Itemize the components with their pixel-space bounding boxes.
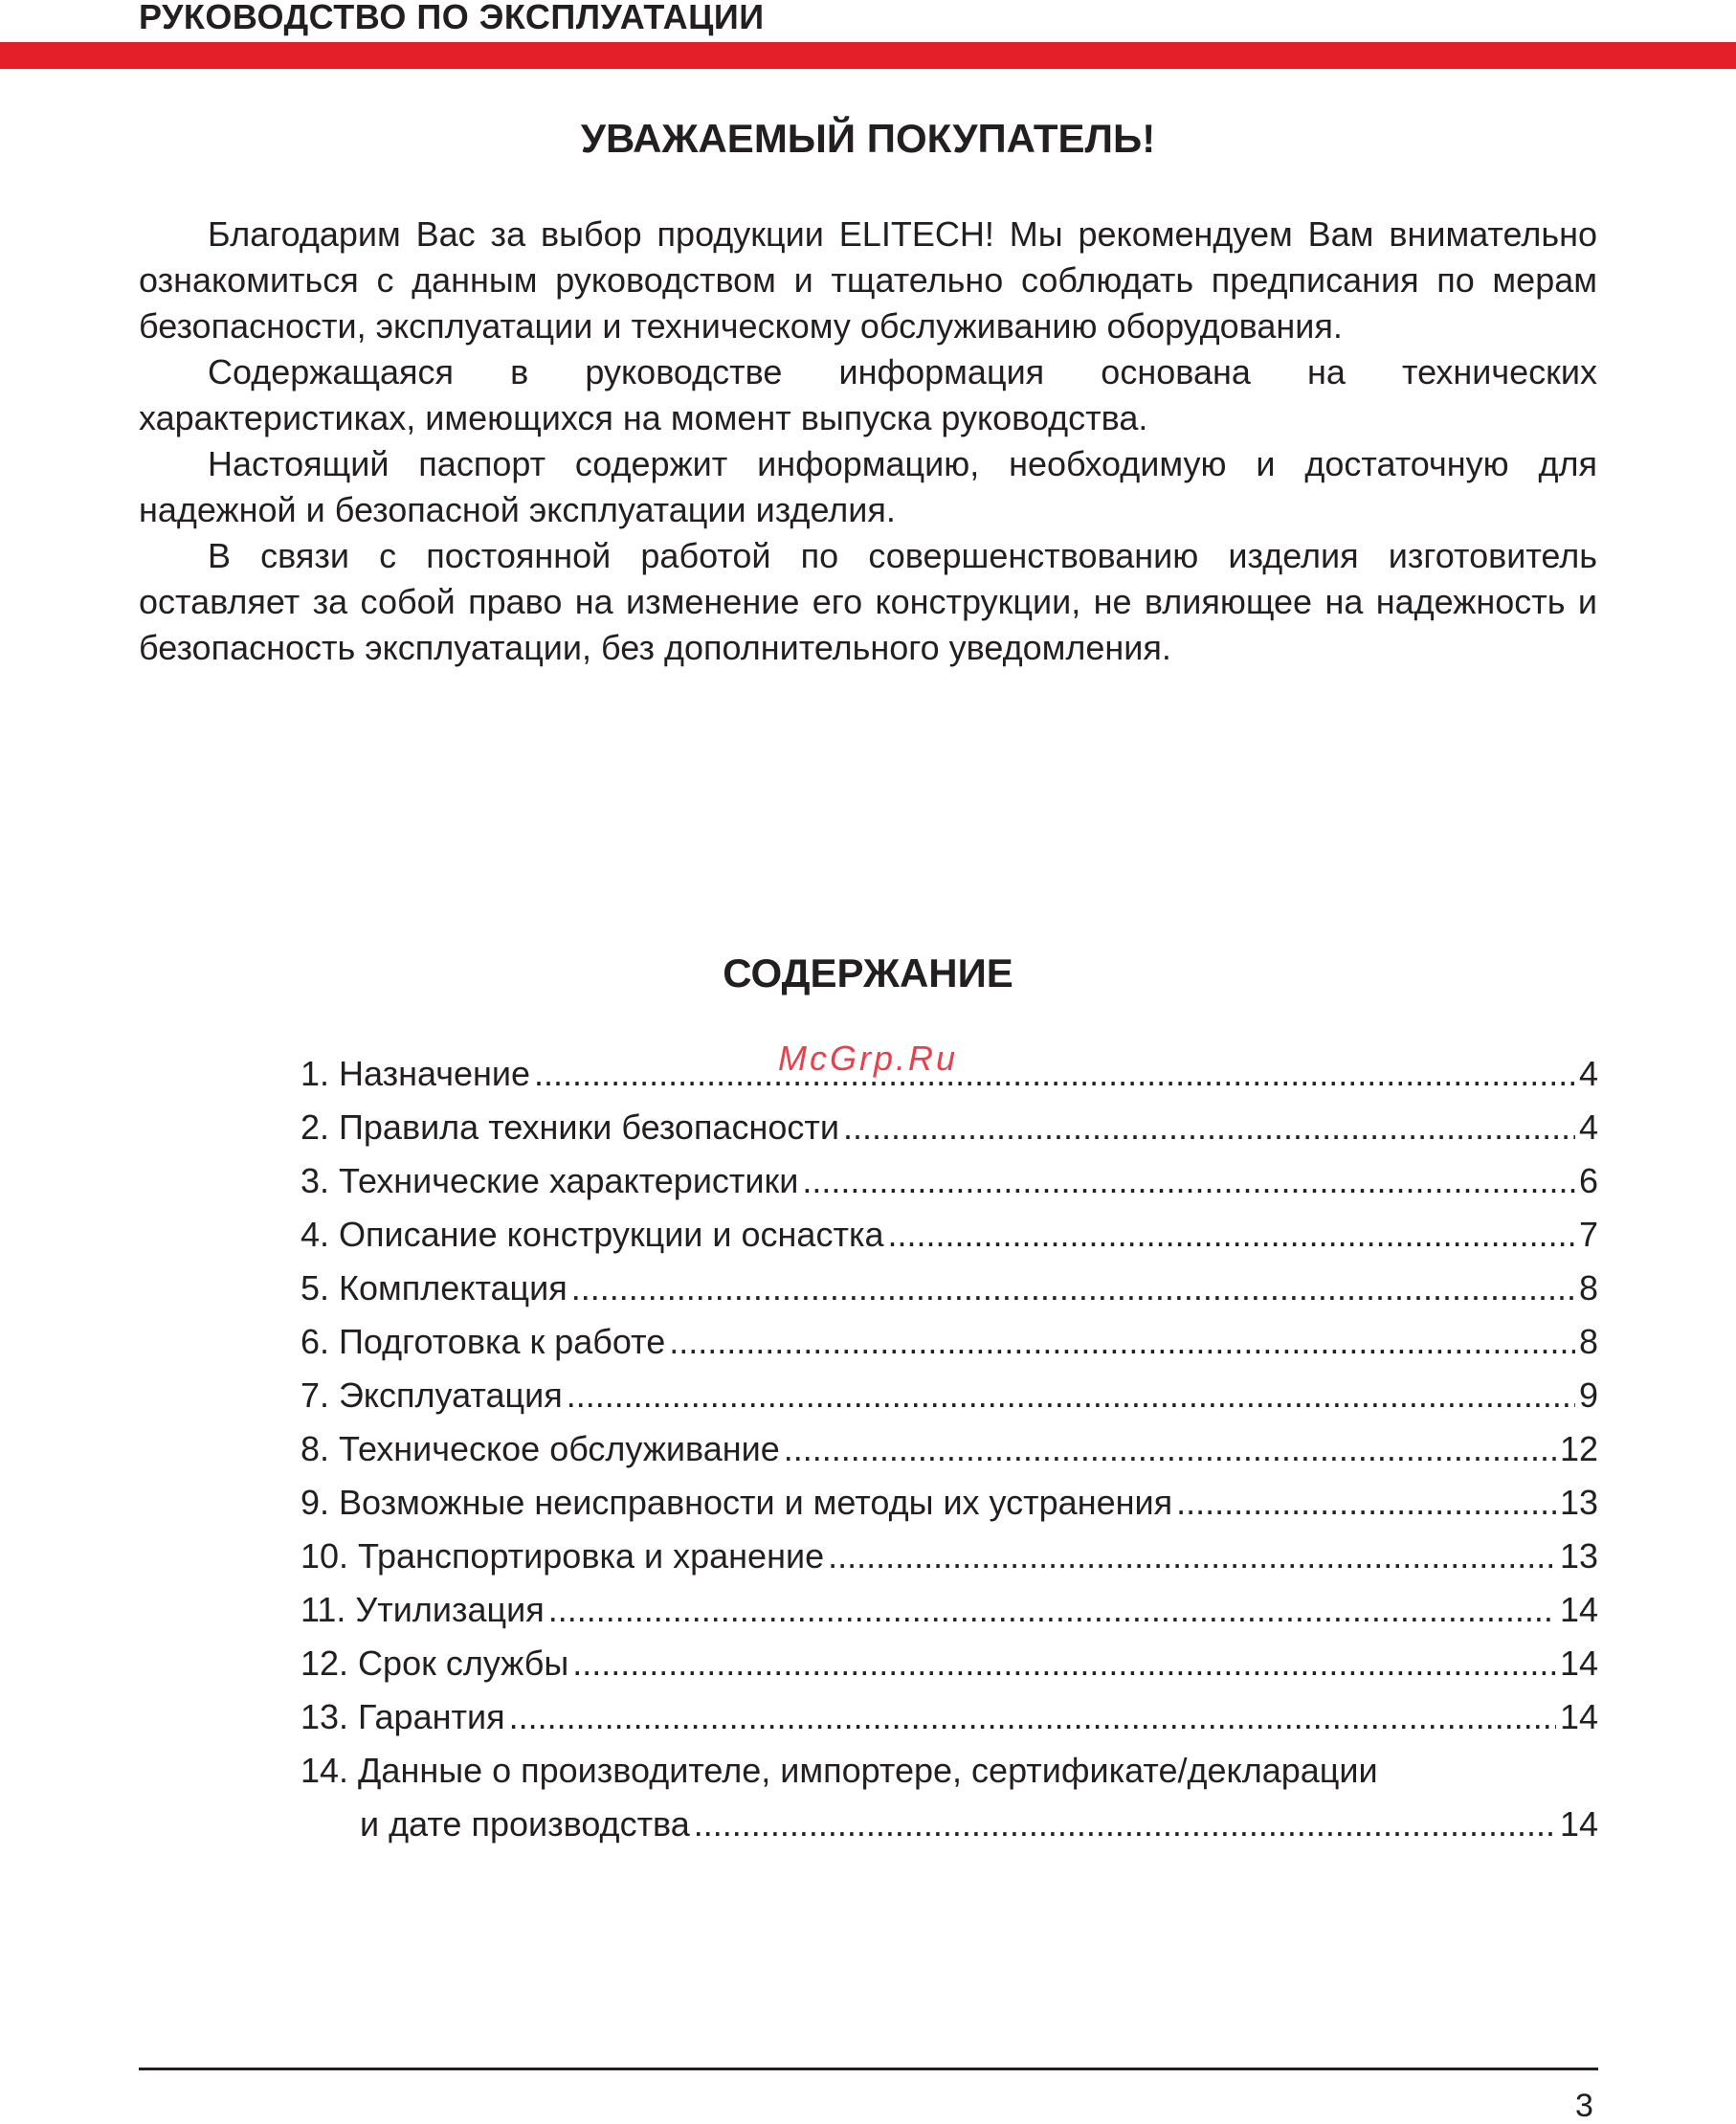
toc-item[interactable] bbox=[300, 1533, 1598, 1587]
watermark-text: McGrp.Ru bbox=[778, 1039, 959, 1078]
toc-leader-dots bbox=[548, 1587, 1556, 1633]
toc-item-label: 11. Утилизация bbox=[300, 1590, 545, 1629]
toc-item[interactable] bbox=[300, 1373, 1598, 1426]
toc-title: СОДЕРЖАНИЕ bbox=[723, 950, 1013, 995]
toc-item-label: 6. Подготовка к работе bbox=[300, 1322, 666, 1361]
toc-item-page: 12 bbox=[1559, 1429, 1598, 1468]
toc-item-page: 6 bbox=[1578, 1161, 1598, 1200]
toc-item-page: 14 bbox=[1559, 1697, 1598, 1736]
toc-item-page: 13 bbox=[1559, 1536, 1598, 1576]
toc-item-label: 7. Эксплуатация bbox=[300, 1375, 563, 1415]
toc-leader-dots bbox=[509, 1694, 1556, 1740]
intro-text bbox=[139, 212, 1597, 671]
toc-item-label: 14. Данные о производителе, импортере, сертификате/декларации bbox=[300, 1751, 1378, 1790]
toc-item[interactable] bbox=[300, 1319, 1598, 1373]
toc-leader-dots bbox=[843, 1105, 1575, 1151]
toc-leader-dots bbox=[571, 1265, 1575, 1311]
table-of-contents bbox=[300, 1051, 1598, 1855]
toc-item-label-continuation: и дате производства bbox=[360, 1804, 690, 1844]
toc-leader-dots bbox=[828, 1533, 1556, 1579]
toc-item-label: 9. Возможные неисправности и методы их устранения bbox=[300, 1483, 1173, 1522]
intro-paragraph: Благодарим Вас за выбор продукции ELITECH! Мы рекомендуем Вам внимательно ознакомиться с данным руководством и тщательно соблюдать предписания по мерам безопасности, эксплуатации и техническому обслуживанию оборудования. bbox=[139, 214, 1597, 346]
toc-item[interactable] bbox=[300, 1426, 1598, 1480]
intro-paragraph: Содержащаяся в руководстве информация основана на технических характеристиках, имеющихся на момент выпуска руководства. bbox=[139, 352, 1597, 437]
toc-item[interactable] bbox=[300, 1158, 1598, 1212]
toc-leader-dots bbox=[694, 1801, 1556, 1847]
toc-leader-dots bbox=[784, 1426, 1556, 1472]
toc-item-page: 14 bbox=[1559, 1590, 1598, 1629]
toc-item-label: 12. Срок службы bbox=[300, 1643, 569, 1683]
intro-paragraph: В связи с постоянной работой по совершенствованию изделия изготовитель оставляет за собой право на изменение его конструкции, не влияющее на надежность и безопасность эксплуатации, без дополнительного уведомления. bbox=[139, 536, 1597, 667]
toc-item-label: 4. Описание конструкции и оснастка bbox=[300, 1215, 884, 1254]
toc-item[interactable] bbox=[300, 1694, 1598, 1748]
toc-item-page: 8 bbox=[1578, 1322, 1598, 1361]
toc-leader-dots bbox=[572, 1641, 1556, 1687]
toc-item-page: 9 bbox=[1578, 1375, 1598, 1415]
toc-item-label: 13. Гарантия bbox=[300, 1697, 505, 1736]
footer-divider bbox=[139, 2068, 1598, 2070]
toc-item-label: 8. Техническое обслуживание bbox=[300, 1429, 780, 1468]
toc-item-page: 14 bbox=[1559, 1643, 1598, 1683]
toc-item[interactable] bbox=[300, 1748, 1598, 1855]
toc-leader-dots bbox=[534, 1051, 1575, 1097]
toc-item-page: 13 bbox=[1559, 1483, 1598, 1522]
intro-paragraph: Настоящий паспорт содержит информацию, необходимую и достаточную для надежной и безопасной эксплуатации изделия. bbox=[139, 444, 1597, 529]
toc-item-label: 5. Комплектация bbox=[300, 1268, 568, 1308]
toc-item-label: 10. Транспортировка и хранение bbox=[300, 1536, 825, 1576]
toc-item-page: 8 bbox=[1578, 1268, 1598, 1308]
toc-item[interactable] bbox=[300, 1480, 1598, 1533]
toc-leader-dots bbox=[567, 1373, 1575, 1419]
header-red-band bbox=[0, 42, 1736, 69]
toc-leader-dots bbox=[802, 1158, 1575, 1204]
toc-item-label: 3. Технические характеристики bbox=[300, 1161, 799, 1200]
toc-item-page: 7 bbox=[1578, 1215, 1598, 1254]
toc-leader-dots bbox=[669, 1319, 1575, 1365]
toc-item[interactable] bbox=[300, 1587, 1598, 1641]
toc-item-page: 14 bbox=[1559, 1804, 1598, 1844]
toc-item-label: 1. Назначение bbox=[300, 1054, 531, 1093]
toc-item-page: 4 bbox=[1578, 1107, 1598, 1147]
document-header-title: РУКОВОДСТВО ПО ЭКСПЛУАТАЦИИ bbox=[139, 0, 765, 36]
page-number: 3 bbox=[1575, 2088, 1593, 2124]
toc-leader-dots bbox=[1176, 1480, 1556, 1526]
toc-item[interactable] bbox=[300, 1265, 1598, 1319]
toc-item[interactable] bbox=[300, 1212, 1598, 1265]
toc-item[interactable] bbox=[300, 1105, 1598, 1158]
toc-leader-dots bbox=[888, 1212, 1575, 1258]
toc-item-page: 4 bbox=[1578, 1054, 1598, 1093]
greeting-title: УВАЖАЕМЫЙ ПОКУПАТЕЛЬ! bbox=[580, 116, 1156, 161]
toc-item[interactable] bbox=[300, 1641, 1598, 1694]
toc-item-label: 2. Правила техники безопасности bbox=[300, 1107, 839, 1147]
